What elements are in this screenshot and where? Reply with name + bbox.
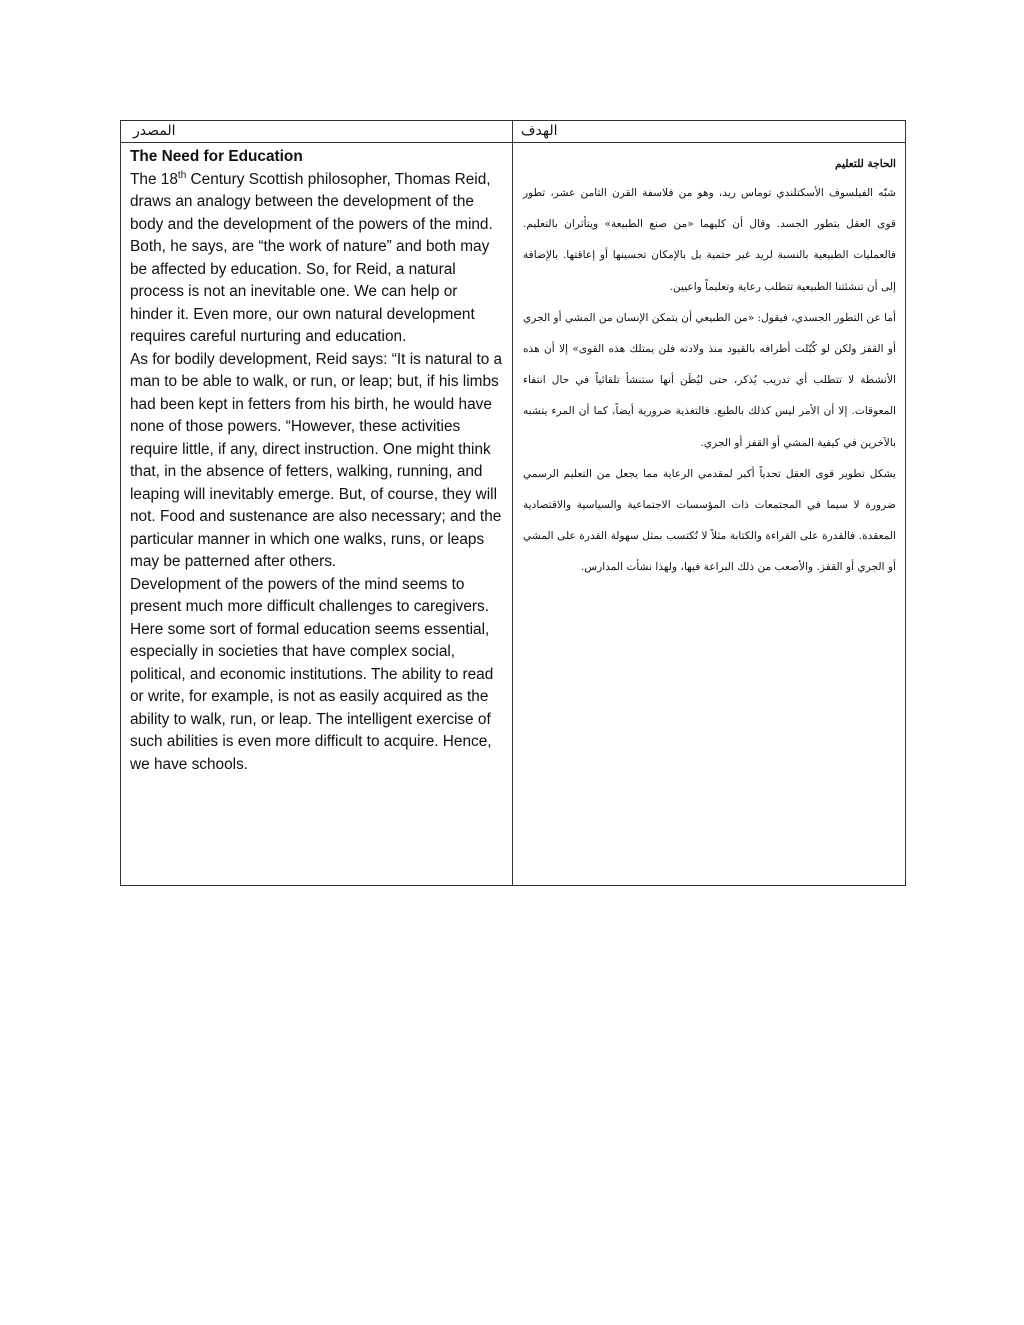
target-paragraph-3: يشكل تطوير قوى العقل تحدياً أكبر لمقدمي الرعاية مما يجعل من التعليم الرسمي ضرورة لا سيما في المجتمعات ذات المؤسسات الاجتماعية والسياسية والاقتصادية المعقدة. فالقدرة على القراءة والكتابة مثلاً لا تُكتسب بمثل سهولة القدرة على المشي أو الجري أو القفز. والأصعب من ذلك البراعة فيها، ولهذا نشأت المدارس. [523, 467, 896, 574]
target-paragraph-2: أما عن التطور الجسدي، فيقول: «من الطبيعي أن يتمكن الإنسان من المشي أو الجري أو القفز ولكن لو كُبّلت أطرافه بالقيود منذ ولادته فلن يمتلك هذه القوى» إلا أن هذه الأنشطة لا تتطلب أي تدريب يُذكر، حتى ليُظَن أنها ستنشأ تلقائياً في حال انتفاء المعوقات. إلا أن الأمر ليس كذلك بالطبع. فالتغذية ضرورية أيضاً، كما أن المرء يتشبه بالآخرين في كيفية المشي أو القفز أو الجري. [523, 311, 896, 449]
source-title: The Need for Education [130, 148, 303, 165]
translation-table [120, 120, 906, 886]
source-p1-superscript: th [177, 169, 187, 181]
target-cell [513, 143, 906, 886]
table-header-row [121, 121, 906, 143]
target-text [513, 143, 905, 584]
source-header-cell [121, 121, 513, 143]
source-paragraph-2: As for bodily development, Reid says: “It is natural to a man to be able to walk, or run, or leap; but, if his limbs had been kept in fetters from his birth, he would have none of those powers. “However, these activities require little, if any, direct instruction. One might think that, in the absence of fetters, walking, running, and leaping will inevitably emerge. But, of course, they will not. Food and sustenance are also necessary; and the particular manner in which one walks, runs, or leaps may be patterned after others. [130, 350, 503, 570]
target-header-label: الهدف [521, 123, 558, 139]
source-p1-start: The 18 [130, 170, 178, 188]
source-text [121, 143, 512, 776]
source-p1-rest: Century Scottish philosopher, Thomas Reid, draws an analogy between the development of the body and the development of the powers of the mind. Both, he says, are “the work of nature” and both may be affected by education. So, for Reid, a natural process is not an inevitable one. We can help or hinder it. Even more, our own natural development requires careful nurturing and education. [130, 170, 493, 345]
table-body-row [121, 143, 906, 886]
source-header-label: المصدر [133, 123, 176, 139]
source-paragraph-1 [130, 169, 504, 349]
source-paragraph-3: Development of the powers of the mind seems to present much more difficult challenges to caregivers. Here some sort of formal education seems essential, especially in societies that have complex social, political, and economic institutions. The ability to read or write, for example, is not as easily acquired as the ability to walk, run, or leap. The intelligent exercise of such abilities is even more difficult to acquire. Hence, we have schools. [130, 575, 494, 773]
target-paragraph-1: شبّه الفيلسوف الأسكتلندي توماس ريد، وهو من فلاسفة القرن الثامن عشر، تطور قوى العقل بتطور الجسد. وقال أن كليهما «من صنع الطبيعة» ويتأثران بالتعليم. فالعمليات الطبيعية بالنسبة لريد غير حتمية بل بالإمكان تحسينها أو إعاقتها. بالإضافة إلى أن تنشئتنا الطبيعية تتطلب رعاية وتعليماً واعيين. [523, 187, 896, 293]
target-title: الحاجة للتعليم [835, 158, 896, 170]
source-cell [121, 143, 513, 886]
target-header-cell [513, 121, 906, 143]
